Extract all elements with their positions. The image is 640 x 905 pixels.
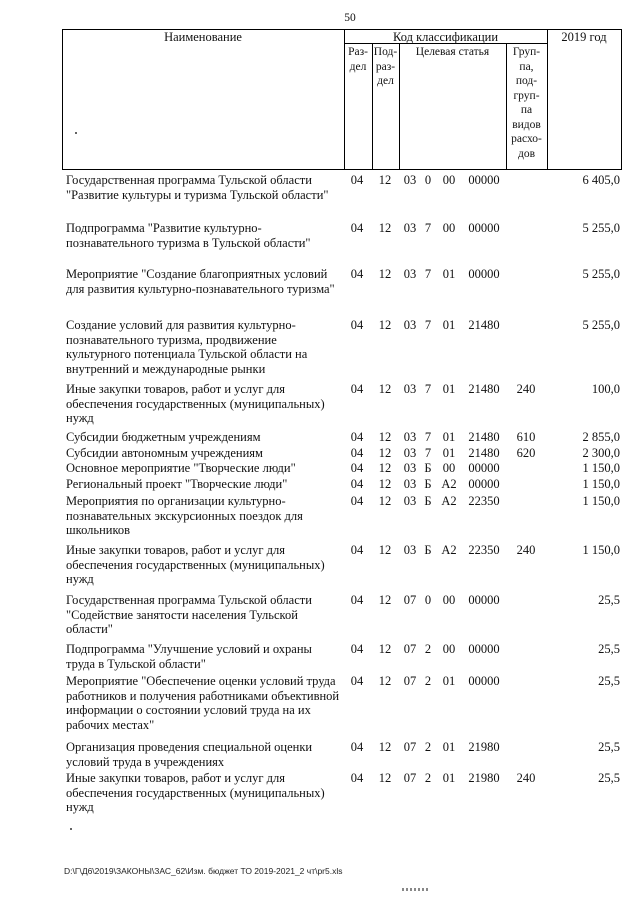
page-number: 50 — [344, 12, 356, 24]
header-year: 2019 год — [561, 30, 607, 44]
header-code: Код классификации — [392, 30, 499, 44]
scan-mark — [402, 888, 428, 891]
footer-file-path: D:\Г\Д6\2019\ЗАКОНЫ\ЗАС_62\Изм. бюджет ТО 2019-2021_2 чт\pr5.xls — [64, 866, 343, 876]
scan-speck — [75, 132, 77, 134]
header-target-article: Целевая статья — [415, 46, 490, 58]
header-section: Раз- дел — [348, 46, 368, 73]
header-subsection: Под- раз- дел — [373, 46, 398, 87]
header-name: Наименование — [164, 30, 242, 44]
scan-speck — [70, 828, 72, 830]
header-group: Груп- па, под- груп- па видов расхо- дов — [511, 46, 542, 160]
